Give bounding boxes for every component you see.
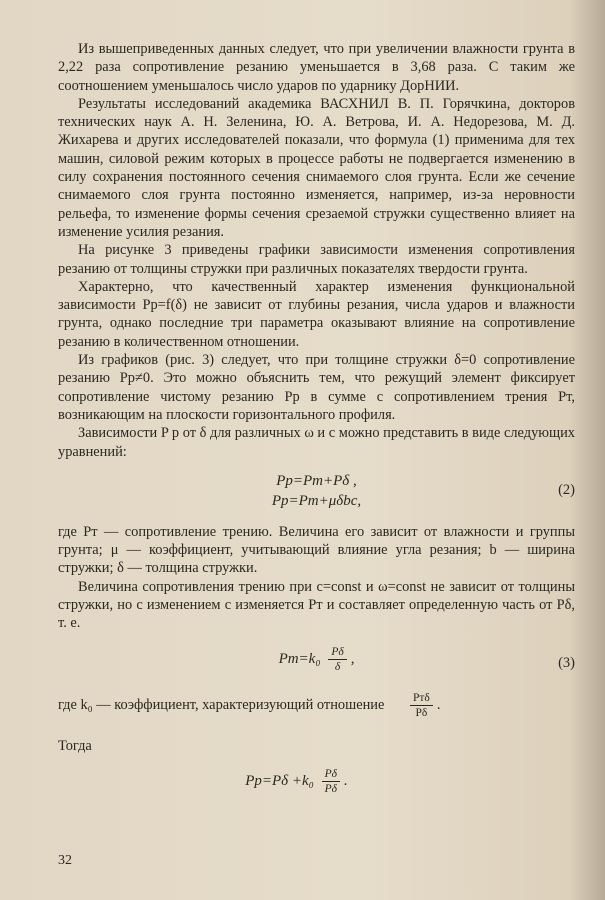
page-number: 32 (58, 853, 72, 868)
equation-2 (58, 471, 575, 513)
paragraph-2: Результаты исследований академика ВАСХНИЛ В. П. Горячкина, докторов технических наук А. Н. Зеленина, Ю. А. Ветрова, И. А. Недорезова, М. Д. Жихарева и других исследователей показали, что формула (1) применима для тех машин, силовой режим которых в процессе работы не подвергается изменению в силу сохранения постоянного сечения снимаемого слоя грунта. Если же сечение снимаемого слоя грунта постоянно изменяется, например, из-за неровности рельефа, то изменение формы сечения срезаемой стружки существенно влияет на изменение усилия резания. (58, 95, 575, 240)
k0-fraction-tail: . (436, 696, 441, 713)
equation-3 (58, 645, 575, 685)
equation-3-lhs: Pт=k₀ (278, 650, 321, 667)
paragraph-6: Зависимости P р от δ для различных ω и c можно представить в виде следующих уравнений: (58, 425, 575, 460)
equation-3-numerator: Pδ (328, 645, 346, 660)
k0-fraction (410, 691, 433, 720)
final-equation-tail: . (344, 772, 348, 789)
final-equation-fraction (322, 767, 340, 796)
k0-fraction-numerator: Pтδ (410, 691, 433, 706)
paragraph-5: Из графиков (рис. 3) следует, что при толщине стружки δ=0 сопротивление резанию Pр≠0. Это можно объяснить тем, что режущий элемент фиксирует сопротивление чистому резанию Pр в сумме с сопротивлением трения Pт, возникающим на плоскости горизонтального профиля. (58, 352, 575, 423)
equation-3-denominator: δ (334, 660, 341, 673)
final-equation-denominator: Pδ (324, 782, 338, 795)
k0-definition-line (58, 691, 575, 729)
equation-3-fraction (328, 645, 346, 674)
equation-2-line-1: Pр=Pт+Pδ , (276, 472, 357, 489)
paragraph-7: где Pт — сопротивление трению. Величина его зависит от влажности и группы грунта; μ — коэффициент, учитывающий влияние угла резания; b — ширина стружки; δ — толщина стружки. (58, 523, 575, 577)
k0-definition-text: где k₀ — коэффициент, характеризующий отношение (58, 696, 385, 713)
k0-fraction-denominator: Pδ (415, 706, 428, 719)
equation-3-number: (3) (558, 654, 575, 671)
paragraph-4: Характерно, что качественный характер изменения функциональной зависимости Pр=f(δ) не зависит от глубины резания, числа ударов и влажности грунта, однако последние три параметра оказывают влияние на сопротивление резанию в количественном отношении. (58, 278, 575, 350)
paragraph-1: Из вышеприведенных данных следует, что при увеличении влажности грунта в 2,22 раза сопротивление резанию уменьшается в 3,68 раза. С таким же соотношением уменьшалось число ударов по ударнику ДорНИИ. (58, 41, 575, 94)
final-equation-numerator: Pδ (322, 767, 340, 782)
paragraph-3: На рисунке 3 приведены графики зависимости изменения сопротивления резанию от толщины стружки при различных показателях твердости грунта. (58, 242, 575, 277)
equation-2-line-2: Pр=Pт+μδbc, (271, 492, 362, 509)
equation-2-number: (2) (558, 481, 575, 498)
paragraph-8: Величина сопротивления трению при c=const и ω=const не зависит от толщины стружки, но с изменением c изменяется Pт и составляет определенную часть от Pδ, т. е. (58, 578, 575, 632)
togda-label: Тогда (58, 737, 92, 754)
final-equation (58, 767, 575, 807)
equation-3-tail: , (350, 650, 355, 667)
final-equation-lhs: Pр=Pδ +k₀ (245, 772, 314, 789)
